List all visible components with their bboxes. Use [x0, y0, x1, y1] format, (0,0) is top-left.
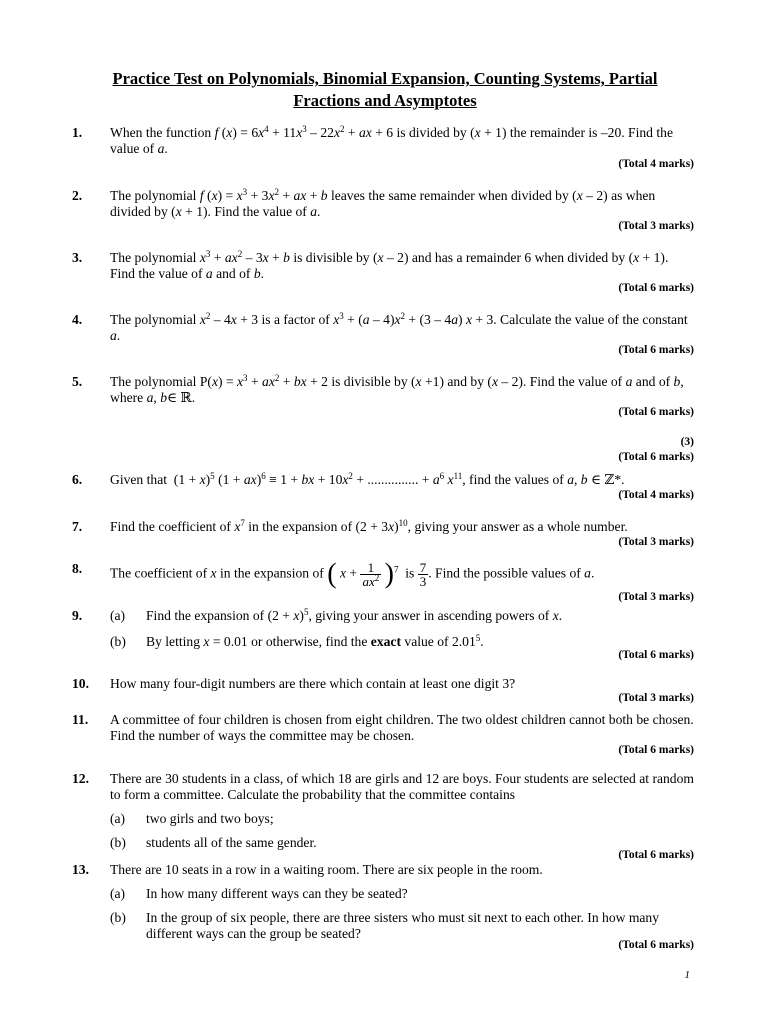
question-number: 3. — [72, 250, 83, 265]
question-number: 10. — [72, 676, 89, 691]
marks-label: (Total 6 marks) — [618, 744, 694, 756]
question-text: There are 10 seats in a row in a waiting room. There are six people in the room. — [110, 862, 543, 877]
question-number: 13. — [72, 862, 89, 877]
marks-label: (Total 6 marks) — [618, 849, 694, 861]
part-text: In the group of six people, there are three sisters who must sit next to each other. In how many different ways can the group be seated? — [146, 910, 660, 941]
marks-label: (Total 6 marks) — [618, 451, 694, 463]
question-number: 4. — [72, 312, 83, 327]
part-text: students all of the same gender. — [146, 835, 317, 850]
question-part-a — [110, 886, 696, 902]
marks-label: (Total 3 marks) — [618, 536, 694, 548]
question-text: There are 30 students in a class, of which 18 are girls and 12 are boys. Four students are selected at random to form a committee. Calculate the probability that the committee contains — [110, 771, 694, 802]
question-number: 11. — [72, 712, 89, 727]
question-text: A committee of four children is chosen from eight children. The two oldest children cannot both be chosen. Find the number of ways the committee may be chosen. — [110, 712, 694, 743]
question-4 — [72, 312, 696, 344]
marks-label: (Total 3 marks) — [618, 692, 694, 704]
question-part-b — [110, 910, 696, 942]
question-10 — [72, 676, 696, 692]
marks-label: (Total 6 marks) — [618, 939, 694, 951]
question-number: 12. — [72, 771, 89, 786]
question-text: The polynomial f $(x) = x^3 + 3x^2$ + ax + b leaves the same remainder when divided by (x – 2) as when divided by (x + 1). Find the value of a. — [110, 187, 656, 219]
question-12 — [72, 771, 696, 851]
part-label: (b) — [110, 910, 126, 925]
part-text: two girls and two boys; — [146, 811, 274, 826]
marks-label: (Total 4 marks) — [618, 158, 694, 170]
question-1 — [72, 125, 696, 157]
question-number: 5. — [72, 374, 83, 389]
question-3 — [72, 250, 696, 282]
question-text: When the function f $(x) = 6x^4 + 11x^3 - 22x^2$ + ax + 6 is divided by (x + 1) the remainder is –20. Find the value of a. — [110, 124, 673, 156]
title-line-1: Practice Test on Polynomials, Binomial Expansion, Counting Systems, Partial — [112, 69, 658, 88]
part-marks-label: (3) — [680, 436, 694, 448]
question-number: 8. — [72, 561, 83, 576]
title-line-2: Fractions and Asymptotes — [293, 91, 477, 110]
part-text: By letting x = 0.01 or otherwise, find the exact value of 2.01$^5$. — [146, 633, 484, 649]
question-text: How many four-digit numbers are there which contain at least one digit 3? — [110, 676, 516, 691]
question-text: The polynomial $x^3 + ax^2 - 3x + b$ is divisible by (x – 2) and has a remainder 6 when divided by (x + 1). Find the value of a and of b. — [110, 249, 669, 281]
question-number: 7. — [72, 519, 83, 534]
question-text: The polynomial $P(x) = x^3 + ax^2$ + bx + 2 is divisible by (x +1) and by (x – 2). Find the value of a and of b, where a, b∈ ℝ. — [110, 373, 684, 405]
question-number: 1. — [72, 125, 83, 140]
marks-label: (Total 4 marks) — [618, 489, 694, 501]
question-text: Given that $(1 + x)^5$ (1 + ax)$^6$ ≡ 1 + bx + $10x^2$ + ............... + $a^6$ $x^{11}$, find the values of a, b ∈ ℤ*. — [110, 471, 625, 487]
part-text: Find the expansion of $(2 + x)^5$, giving your answer in ascending powers of x. — [146, 607, 563, 623]
question-part-b — [110, 835, 696, 851]
question-11 — [72, 712, 696, 744]
marks-label: (Total 3 marks) — [618, 220, 694, 232]
question-number: 6. — [72, 472, 83, 487]
part-text: In how many different ways can they be seated? — [146, 886, 408, 901]
question-part-b — [110, 634, 696, 650]
marks-label: (Total 6 marks) — [618, 282, 694, 294]
question-number: 9. — [72, 608, 83, 623]
part-label: (b) — [110, 634, 126, 649]
part-label: (a) — [110, 886, 126, 901]
question-part-a — [110, 608, 696, 624]
question-part-a — [110, 811, 696, 827]
marks-label: (Total 6 marks) — [618, 406, 694, 418]
question-7 — [72, 519, 696, 535]
question-number: 2. — [72, 188, 83, 203]
part-label: (a) — [110, 811, 126, 826]
part-label: (b) — [110, 835, 126, 850]
question-13 — [72, 862, 696, 942]
question-6 — [72, 472, 696, 488]
part-label: (a) — [110, 608, 126, 623]
marks-label: (Total 3 marks) — [618, 591, 694, 603]
question-text: The coefficient of x in the expansion of ( x + $\frac{1}{ax^2}$ )$^7$ is $\frac{7}{3}$ . Find the possible values of a. — [110, 558, 595, 590]
question-8 — [72, 558, 696, 590]
page-title — [60, 68, 710, 112]
marks-label: (Total 6 marks) — [618, 649, 694, 661]
page-number: 1 — [684, 969, 690, 981]
question-text: The polynomial $x^2 - 4x + 3$ is a factor of $x^3 + (a - 4)x^2 + (3 - 4a) x + 3$. Calculate the value of the constant a. — [110, 311, 688, 343]
question-2 — [72, 188, 696, 220]
question-text: Find the coefficient of $x^7$ in the expansion of $(2 + 3x)^{10}$, giving your answer as a whole number. — [110, 518, 628, 534]
question-9 — [72, 608, 696, 650]
marks-label: (Total 6 marks) — [618, 344, 694, 356]
question-5 — [72, 374, 696, 406]
